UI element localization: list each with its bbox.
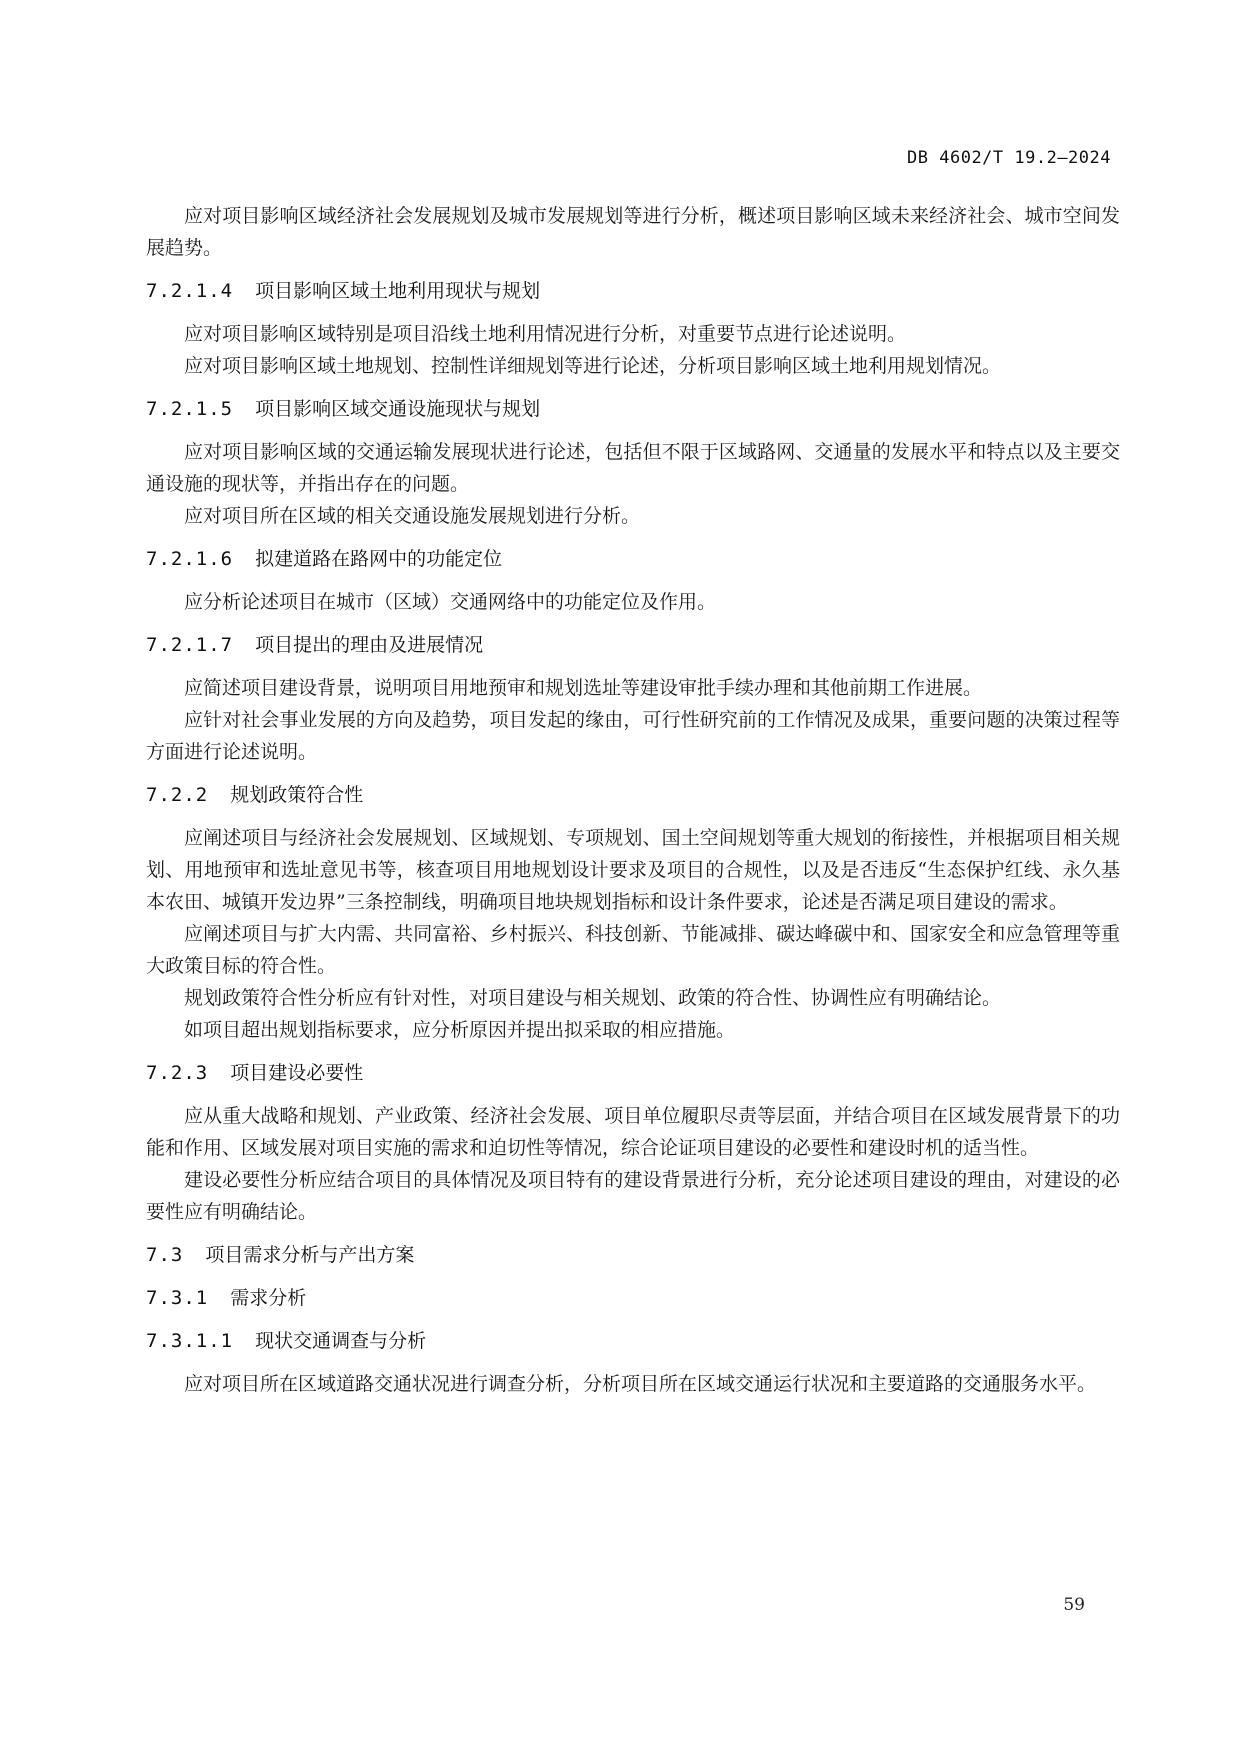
body-paragraph: 应针对社会事业发展的方向及趋势，项目发起的缘由，可行性研究前的工作情况及成果，重要问题的决策过程等方面进行论述说明。 (146, 709, 1120, 763)
section-number: 7.2.1.5 (146, 398, 234, 420)
section-heading (146, 629, 1120, 661)
section-number: 7.3.1 (146, 1287, 209, 1309)
section-title: 项目影响区域交通设施现状与规划 (255, 398, 541, 420)
section-title: 项目影响区域土地利用现状与规划 (255, 280, 541, 302)
section-number: 7.3 (146, 1244, 184, 1266)
page-number: 59 (1063, 1595, 1085, 1615)
body-paragraph: 建设必要性分析应结合项目的具体情况及项目特有的建设背景进行分析，充分论述项目建设的理由，对建设的必要性应有明确结论。 (146, 1169, 1120, 1223)
section-number: 7.2.2 (146, 784, 209, 806)
section-title: 项目需求分析与产出方案 (205, 1244, 415, 1266)
body-paragraph: 如项目超出规划指标要求，应分析原因并提出拟采取的相应措施。 (184, 1019, 736, 1041)
body-paragraph: 应对项目影响区域的交通运输发展现状进行论述，包括但不限于区域路网、交通量的发展水平和特点以及主要交通设施的现状等，并指出存在的问题。 (146, 441, 1120, 495)
document-body (146, 200, 1120, 1400)
section-title: 拟建道路在路网中的功能定位 (255, 548, 503, 570)
body-paragraph: 应对项目所在区域的相关交通设施发展规划进行分析。 (184, 505, 641, 527)
section-number: 7.2.1.6 (146, 548, 234, 570)
section-number: 7.2.1.7 (146, 634, 234, 656)
standard-code-header: DB 4602/T 19.2—2024 (907, 148, 1111, 168)
section-heading (146, 393, 1120, 425)
section-title: 项目建设必要性 (230, 1062, 364, 1084)
section-heading (146, 1239, 1120, 1271)
section-heading (146, 1282, 1120, 1314)
body-paragraph: 应对项目影响区域特别是项目沿线土地利用情况进行分析，对重要节点进行论述说明。 (184, 323, 907, 345)
section-title: 规划政策符合性 (230, 784, 364, 806)
section-heading (146, 779, 1120, 811)
body-paragraph: 应对项目所在区域道路交通状况进行调查分析，分析项目所在区域交通运行状况和主要道路的交通服务水平。 (184, 1373, 1097, 1395)
section-number: 7.2.3 (146, 1062, 209, 1084)
body-paragraph: 应简述项目建设背景，说明项目用地预审和规划选址等建设审批手续办理和其他前期工作进展。 (184, 677, 983, 699)
section-heading (146, 1325, 1120, 1357)
section-heading (146, 543, 1120, 575)
body-paragraph: 应对项目影响区域土地规划、控制性详细规划等进行论述，分析项目影响区域土地利用规划情况。 (184, 355, 1002, 377)
body-paragraph: 应阐述项目与经济社会发展规划、区域规划、专项规划、国土空间规划等重大规划的衔接性，并根据项目相关规划、用地预审和选址意见书等，核查项目用地规划设计要求及项目的合规性，以及是否违反“生态保护红线、永久基本农田、城镇开发边界”三条控制线，明确项目地块规划指标和设计条件要求，论述是否满足项目建设的需求。 (146, 827, 1120, 913)
section-title: 项目提出的理由及进展情况 (255, 634, 484, 656)
section-title: 需求分析 (230, 1287, 307, 1309)
body-paragraph: 规划政策符合性分析应有针对性，对项目建设与相关规划、政策的符合性、协调性应有明确结论。 (184, 987, 1002, 1009)
section-title: 现状交通调查与分析 (255, 1330, 427, 1352)
section-heading (146, 275, 1120, 307)
section-number: 7.2.1.4 (146, 280, 234, 302)
body-paragraph: 应分析论述项目在城市（区域）交通网络中的功能定位及作用。 (184, 591, 717, 613)
section-heading (146, 1057, 1120, 1089)
section-number: 7.3.1.1 (146, 1330, 234, 1352)
body-paragraph: 应阐述项目与扩大内需、共同富裕、乡村振兴、科技创新、节能减排、碳达峰碳中和、国家安全和应急管理等重大政策目标的符合性。 (146, 923, 1120, 977)
body-paragraph: 应从重大战略和规划、产业政策、经济社会发展、项目单位履职尽责等层面，并结合项目在区域发展背景下的功能和作用、区域发展对项目实施的需求和迫切性等情况，综合论证项目建设的必要性和建设时机的适当性。 (146, 1105, 1120, 1159)
body-paragraph: 应对项目影响区域经济社会发展规划及城市发展规划等进行分析，概述项目影响区域未来经济社会、城市空间发展趋势。 (146, 205, 1120, 259)
